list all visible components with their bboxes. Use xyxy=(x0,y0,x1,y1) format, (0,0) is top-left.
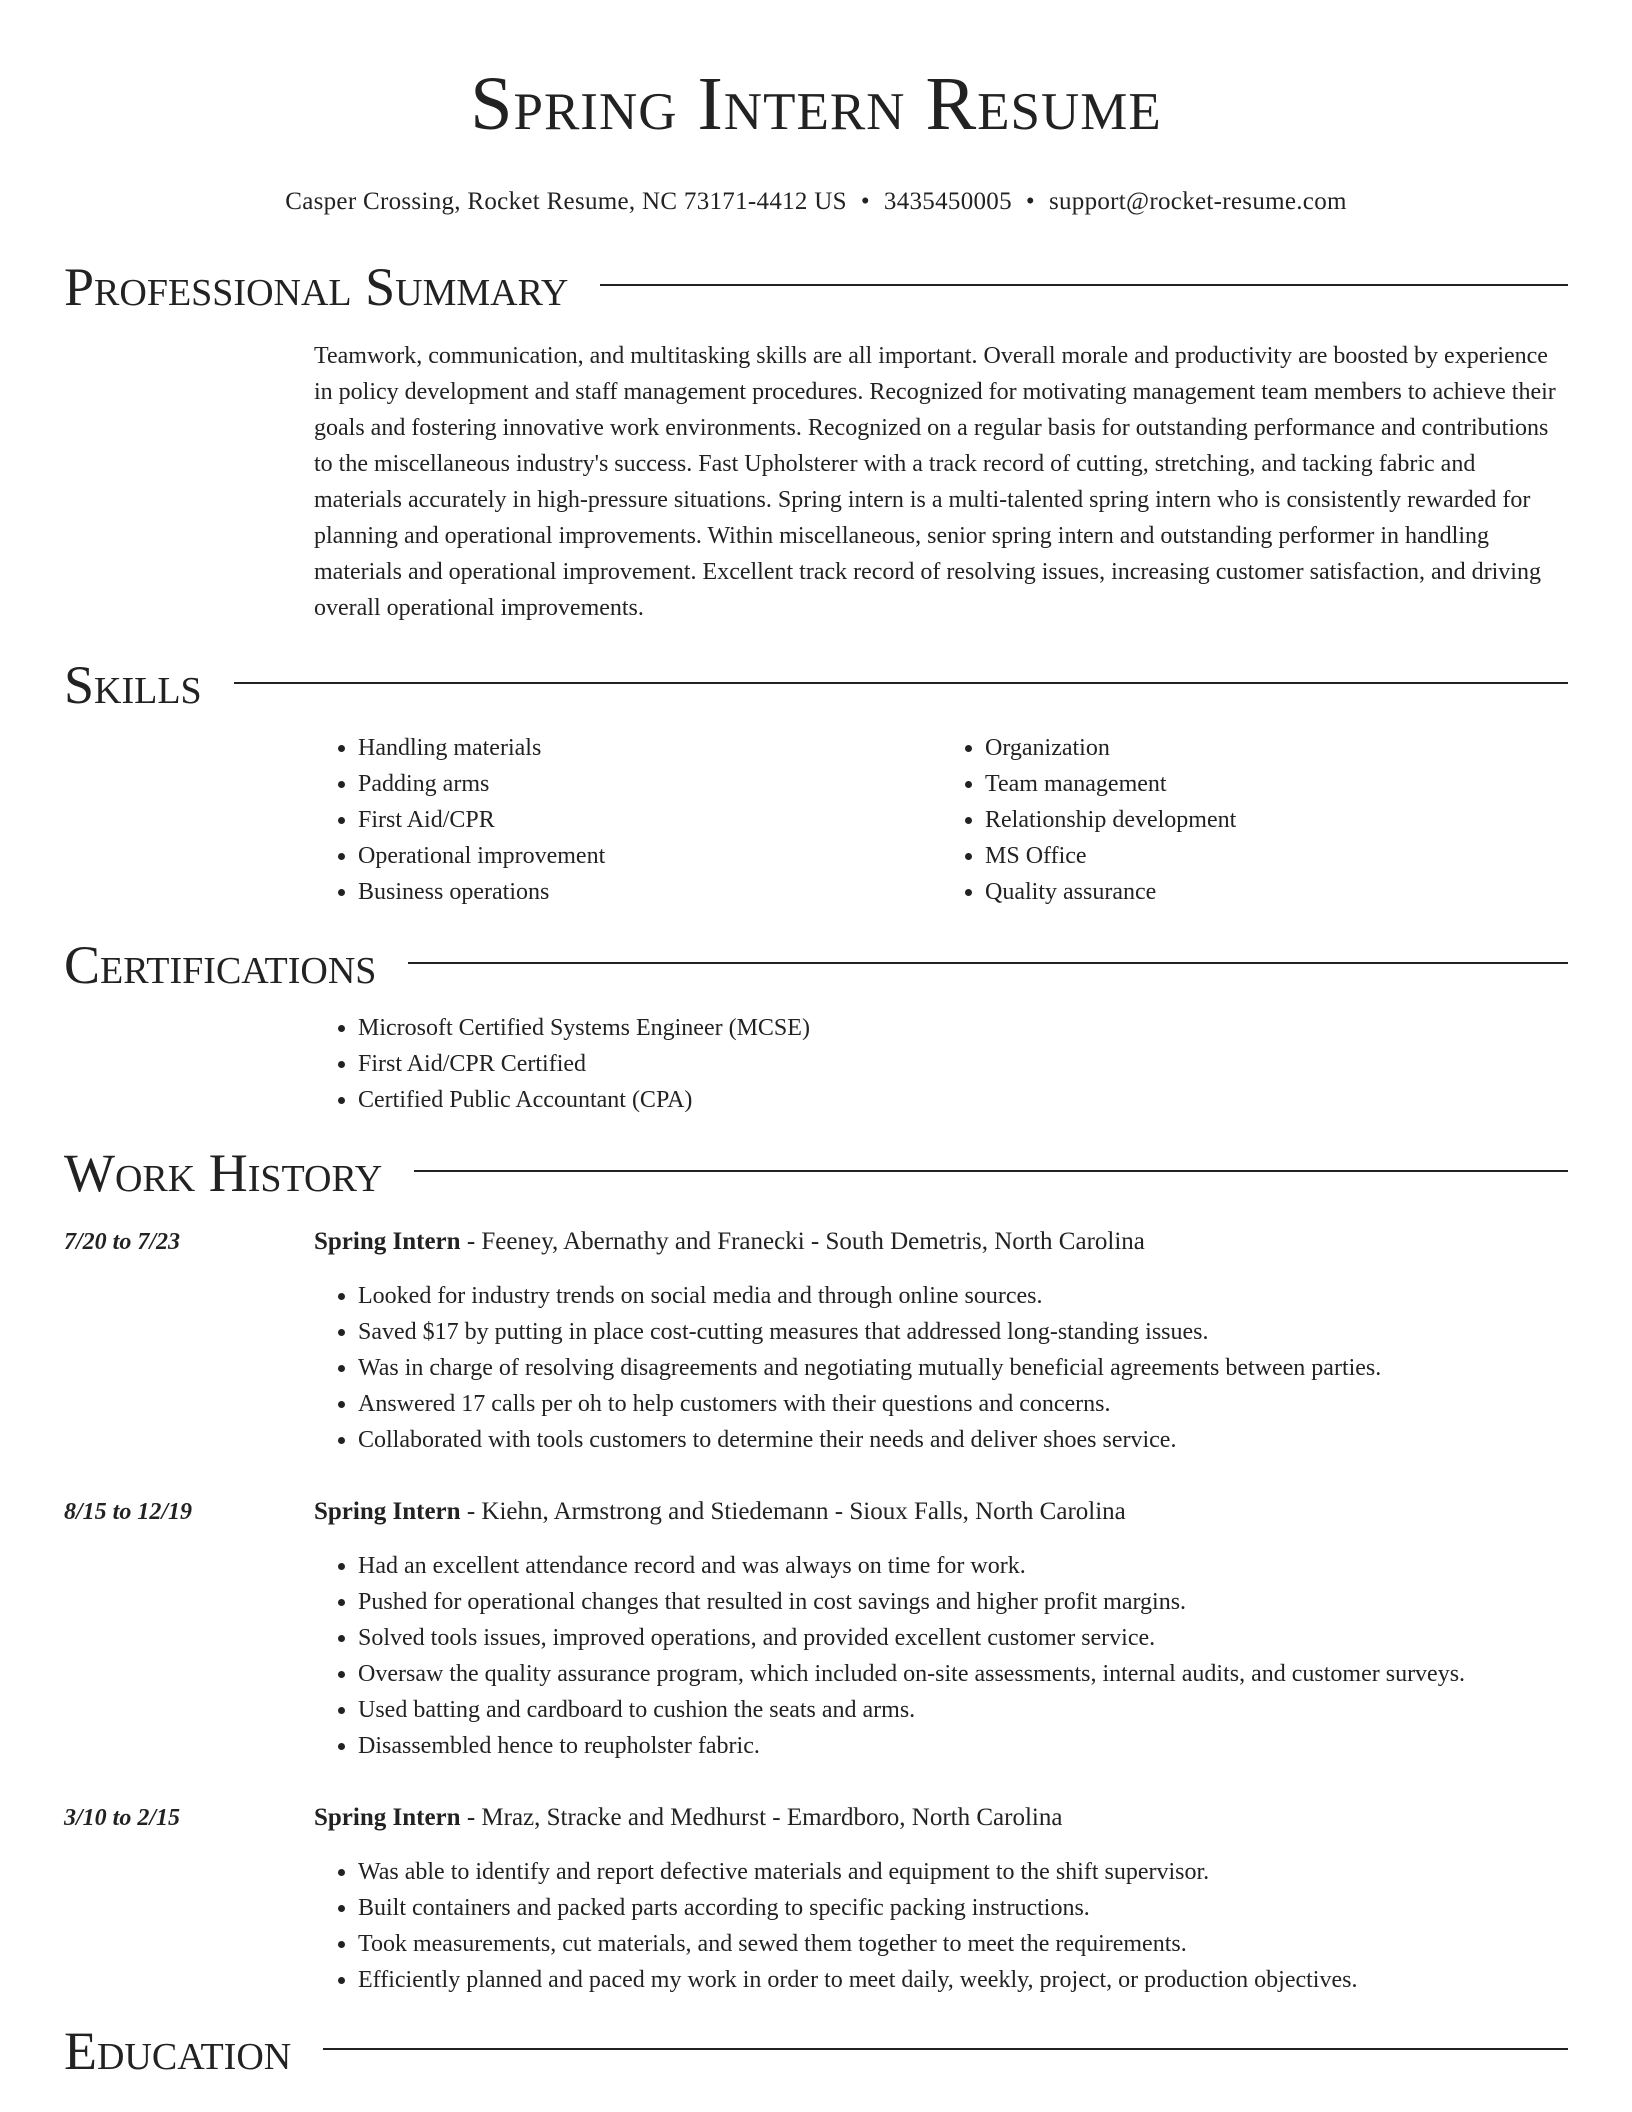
education-heading: Education xyxy=(64,2021,292,2081)
resume-title: Spring Intern Resume xyxy=(470,62,1162,146)
work-history-heading: Work History xyxy=(64,1143,383,1203)
job-bullet: • Efficiently planned and paced my work in order to meet daily, weekly, project, or production objectives. xyxy=(358,1962,1568,1998)
job-main xyxy=(314,1494,1568,1764)
job-bullet: • Pushed for operational changes that resulted in cost savings and higher profit margins. xyxy=(358,1584,1568,1620)
job-bullets xyxy=(314,1854,1568,1998)
skills-list-left xyxy=(314,730,941,910)
contact-address: Casper Crossing, Rocket Resume, NC 73171-4412 US xyxy=(285,188,847,215)
education-section-header xyxy=(64,2018,1568,2084)
section-divider xyxy=(414,1170,1568,1172)
job-dates: 8/15 to 12/19 xyxy=(64,1499,193,1525)
summary-section xyxy=(314,338,1568,626)
certifications-section xyxy=(314,1010,1568,1118)
job-main xyxy=(314,1224,1568,1458)
job-bullets xyxy=(314,1548,1568,1764)
job-bullet: • Solved tools issues, improved operations, and provided excellent customer service. xyxy=(358,1620,1568,1656)
summary-section-header xyxy=(64,254,1568,320)
job-dates: 7/20 to 7/23 xyxy=(64,1229,181,1255)
contact-phone: 3435450005 xyxy=(883,188,1012,215)
certifications-heading: Certifications xyxy=(64,935,377,995)
job-entry xyxy=(64,1800,1568,1998)
contact-line xyxy=(64,186,1568,218)
certification-item: • Certified Public Accountant (CPA) xyxy=(358,1082,1568,1118)
skills-heading: Skills xyxy=(64,655,202,715)
summary-text: Teamwork, communication, and multitasking skills are all important. Overall morale and productivity are boosted by experience in policy development and staff management procedures. Recognized for motivating management team members to achieve their goals and fostering innovative work environments. Recognized on a regular basis for outstanding performance and contributions to the miscellaneous industry's success. Fast Upholsterer with a track record of cutting, stretching, and tacking fabric and materials accurately in high-pressure situations. Spring intern is a multi-talented spring intern who is consistently rewarded for planning and operational improvements. Within miscellaneous, senior spring intern and outstanding performer in handling materials and operational improvement. Excellent track record of resolving issues, increasing customer satisfaction, and driving overall operational improvements. xyxy=(314,343,1556,621)
job-details: - Feeney, Abernathy and Franecki - South Demetris, North Carolina xyxy=(460,1228,1145,1255)
job-role: Spring Intern xyxy=(314,1498,461,1525)
job-bullet: • Looked for industry trends on social media and through online sources. xyxy=(358,1278,1568,1314)
contact-separator: • xyxy=(860,188,870,215)
job-dates: 3/10 to 2/15 xyxy=(64,1805,181,1831)
job-role: Spring Intern xyxy=(314,1804,461,1831)
section-divider xyxy=(234,682,1568,684)
skill-item: • Padding arms xyxy=(358,766,941,802)
section-divider xyxy=(408,962,1568,964)
section-divider xyxy=(323,2048,1568,2050)
skills-list-right xyxy=(941,730,1568,910)
job-bullet: • Built containers and packed parts according to specific packing instructions. xyxy=(358,1890,1568,1926)
job-details: - Mraz, Stracke and Medhurst - Emardboro, North Carolina xyxy=(460,1804,1063,1831)
certification-item: • First Aid/CPR Certified xyxy=(358,1046,1568,1082)
skill-item: • Organization xyxy=(985,730,1568,766)
contact-email: support@rocket-resume.com xyxy=(1048,188,1347,215)
skill-item: • Quality assurance xyxy=(985,874,1568,910)
certifications-list xyxy=(314,1010,1568,1118)
job-bullet: • Oversaw the quality assurance program, which included on-site assessments, internal audits, and customer surveys. xyxy=(358,1656,1568,1692)
job-details: - Kiehn, Armstrong and Stiedemann - Sioux Falls, North Carolina xyxy=(460,1498,1126,1525)
job-bullet: • Disassembled hence to reupholster fabric. xyxy=(358,1728,1568,1764)
job-heading xyxy=(314,1494,1568,1530)
job-bullet: • Answered 17 calls per oh to help customers with their questions and concerns. xyxy=(358,1386,1568,1422)
skill-item: • First Aid/CPR xyxy=(358,802,941,838)
job-main xyxy=(314,1800,1568,1998)
skills-section xyxy=(314,730,1568,910)
job-role: Spring Intern xyxy=(314,1228,461,1255)
skills-section-header xyxy=(64,652,1568,718)
skill-item: • Operational improvement xyxy=(358,838,941,874)
job-entry xyxy=(64,1494,1568,1764)
job-bullet: • Had an excellent attendance record and was always on time for work. xyxy=(358,1548,1568,1584)
skill-item: • Team management xyxy=(985,766,1568,802)
skill-item: • Relationship development xyxy=(985,802,1568,838)
job-bullet: • Took measurements, cut materials, and sewed them together to meet the requirements. xyxy=(358,1926,1568,1962)
job-entry xyxy=(64,1224,1568,1458)
contact-separator: • xyxy=(1025,188,1035,215)
job-bullet: • Was able to identify and report defective materials and equipment to the shift supervisor. xyxy=(358,1854,1568,1890)
job-heading xyxy=(314,1800,1568,1836)
certification-item: • Microsoft Certified Systems Engineer (MCSE) xyxy=(358,1010,1568,1046)
certifications-section-header xyxy=(64,932,1568,998)
job-bullet: • Saved $17 by putting in place cost-cutting measures that addressed long-standing issues. xyxy=(358,1314,1568,1350)
section-divider xyxy=(600,284,1568,286)
job-bullet: • Used batting and cardboard to cushion the seats and arms. xyxy=(358,1692,1568,1728)
job-bullet: • Collaborated with tools customers to determine their needs and deliver shoes service. xyxy=(358,1422,1568,1458)
summary-heading: Professional Summary xyxy=(64,257,569,317)
job-heading xyxy=(314,1224,1568,1260)
skill-item: • Business operations xyxy=(358,874,941,910)
job-bullets xyxy=(314,1278,1568,1458)
skill-item: • MS Office xyxy=(985,838,1568,874)
skill-item: • Handling materials xyxy=(358,730,941,766)
work-history-section-header xyxy=(64,1140,1568,1206)
job-bullet: • Was in charge of resolving disagreements and negotiating mutually beneficial agreements between parties. xyxy=(358,1350,1568,1386)
